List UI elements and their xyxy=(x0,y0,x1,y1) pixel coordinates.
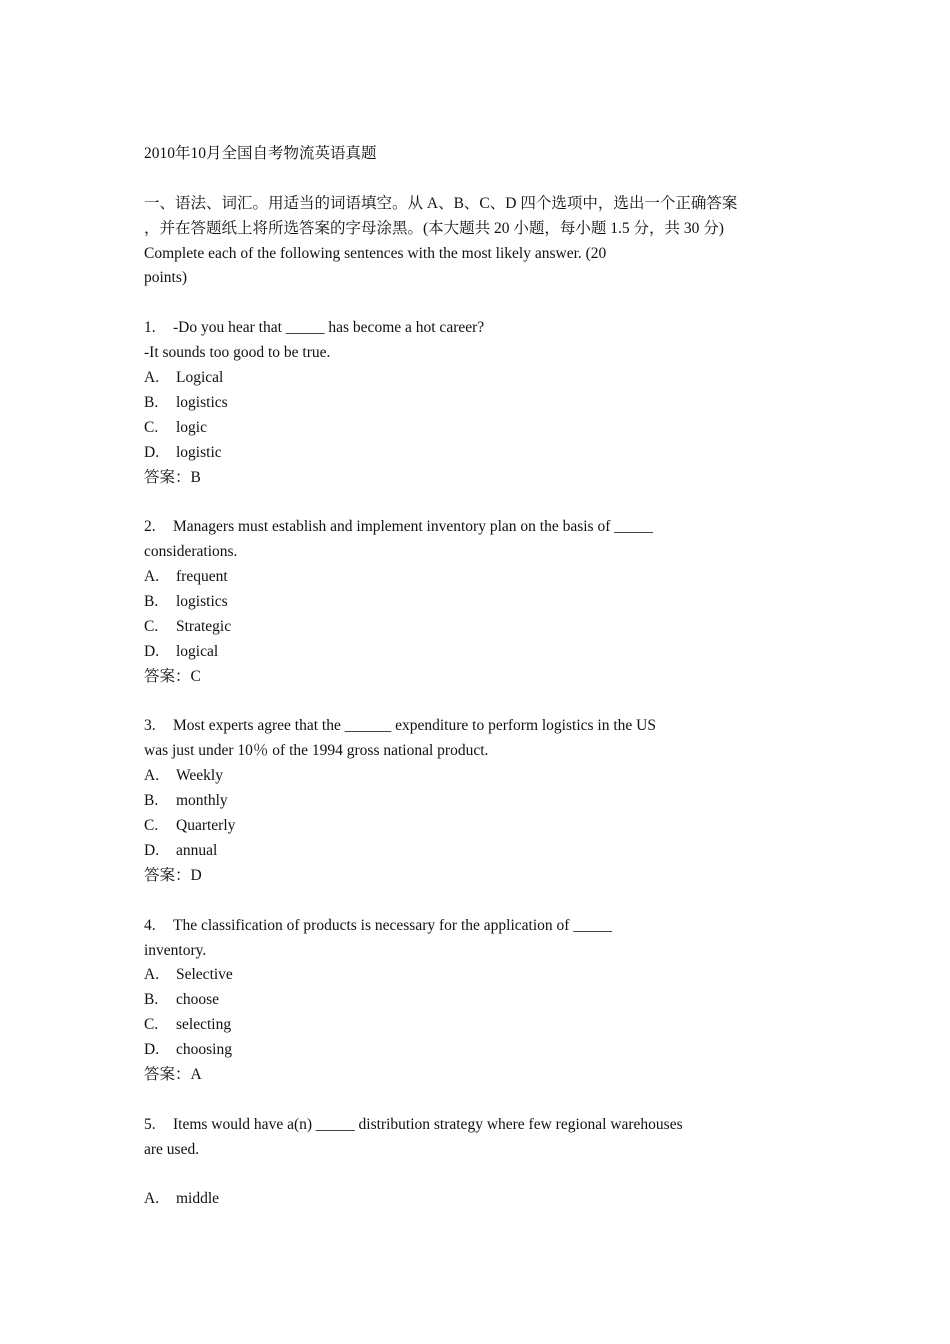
option-d: D. choosing xyxy=(144,1041,232,1059)
option-b: B. monthly xyxy=(144,792,228,810)
question-stem: The classification of products is necessary for the application of _____ xyxy=(173,916,613,934)
question-2 xyxy=(144,515,844,689)
option-c: C. Strategic xyxy=(144,617,232,635)
question-4 xyxy=(144,914,844,1088)
question-stem-continued: was just under 10％ of the 1994 gross national product. xyxy=(144,742,489,760)
option-a: A. Logical xyxy=(144,369,224,387)
question-stem: Managers must establish and implement inventory plan on the basis of _____ xyxy=(173,518,653,536)
question-3 xyxy=(144,714,844,888)
question-stem-continued: inventory. xyxy=(144,941,207,959)
answer: 答案：C xyxy=(144,667,201,685)
option-c: C. selecting xyxy=(144,1016,232,1034)
option-a: A. frequent xyxy=(144,568,228,586)
question-number: 4. xyxy=(144,916,156,934)
question-stem: Items would have a(n) _____ distribution strategy where few regional warehouses xyxy=(173,1115,683,1133)
option-b: B. choose xyxy=(144,991,220,1009)
question-stem-continued: are used. xyxy=(144,1140,200,1158)
question-number: 5. xyxy=(144,1115,156,1133)
question-number: 1. xyxy=(144,319,156,337)
option-c: C. logic xyxy=(144,418,207,436)
option-d: D. logical xyxy=(144,642,219,660)
question-stem: -Do you hear that _____ has become a hot career? xyxy=(173,319,485,337)
instructions-line: points) xyxy=(144,269,188,287)
document-page xyxy=(144,142,844,1212)
option-a: A. middle xyxy=(144,1190,220,1208)
option-d: D. annual xyxy=(144,841,218,859)
document-title: 2010年10月全国自考物流英语真题 xyxy=(144,145,377,162)
option-a: A. Weekly xyxy=(144,767,223,785)
question-extra: -It sounds too good to be true. xyxy=(144,344,331,362)
option-b: B. logistics xyxy=(144,593,228,611)
option-b: B. logistics xyxy=(144,393,228,411)
answer: 答案：A xyxy=(144,1065,202,1083)
question-stem: Most experts agree that the ______ expenditure to perform logistics in the US xyxy=(173,717,656,735)
option-d: D. logistic xyxy=(144,443,222,461)
answer: 答案：B xyxy=(144,468,201,486)
option-a: A. Selective xyxy=(144,966,233,984)
question-1 xyxy=(144,316,844,490)
instructions-line: 一、语法、词汇。用适当的词语填空。从 A、B、C、D 四个选项中，选出一个正确答案 xyxy=(144,194,738,212)
question-number: 3. xyxy=(144,717,156,735)
question-number: 2. xyxy=(144,518,156,536)
option-c: C. Quarterly xyxy=(144,817,236,835)
question-stem-continued: considerations. xyxy=(144,543,238,561)
answer: 答案：D xyxy=(144,866,202,884)
question-5 xyxy=(144,1113,844,1213)
instructions-line: Complete each of the following sentences with the most likely answer. (20 xyxy=(144,244,607,262)
instructions-line: ，并在答题纸上将所选答案的字母涂黑。(本大题共 20 小题，每小题 1.5 分，共 30 分) xyxy=(144,219,724,237)
